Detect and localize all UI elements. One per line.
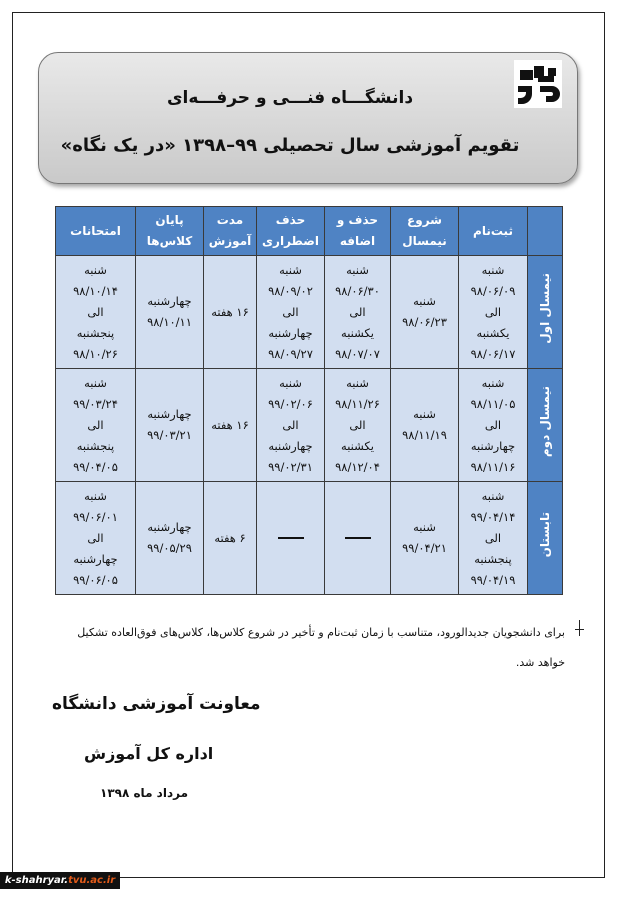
cell-line: چهارشنبه bbox=[147, 294, 192, 308]
classes-end-cell bbox=[136, 482, 204, 595]
table-row bbox=[56, 256, 563, 369]
cell-line: ۹۹/۰۳/۲۱ bbox=[147, 428, 192, 442]
classes-end-cell bbox=[136, 256, 204, 369]
cell-line: شنبه bbox=[481, 262, 505, 277]
duration-cell bbox=[204, 482, 257, 595]
header-cell-registration: ثبت‌نام bbox=[459, 207, 528, 256]
cell-line: شنبه bbox=[279, 375, 302, 390]
cell-line: الی bbox=[484, 304, 502, 319]
cell-line: الی bbox=[484, 530, 502, 545]
cell-line: شنبه bbox=[84, 375, 107, 390]
cell-line: ۹۸/۰۶/۳۰ bbox=[335, 283, 380, 298]
cell-line: ۹۹/۰۴/۱۴ bbox=[470, 509, 516, 524]
footnote: برای دانشجویان جدیدالورود، متناسب با زمان ثبت‌نام و تأخیر در شروع کلاس‌ها، کلاس‌های فوق‌العاده تشکیل خواهد شد. bbox=[77, 626, 565, 669]
cell-line: ۹۹/۰۲/۰۶ bbox=[268, 396, 313, 411]
cell-line: الی bbox=[484, 417, 502, 432]
cell-line: ۹۹/۰۴/۱۹ bbox=[470, 572, 516, 587]
exams-cell bbox=[56, 256, 136, 369]
cell-line: یکشنبه bbox=[341, 438, 374, 453]
empty-dash bbox=[345, 537, 371, 539]
registration-cell bbox=[459, 256, 528, 369]
classes-end-cell bbox=[136, 369, 204, 482]
cell-line: الی bbox=[349, 417, 366, 432]
semester-label-cell bbox=[528, 369, 563, 482]
table-row bbox=[56, 482, 563, 595]
cell-line: شنبه bbox=[413, 520, 436, 534]
cell-line: ۹۹/۰۴/۰۵ bbox=[73, 459, 118, 474]
semester-label: تابستان bbox=[537, 511, 552, 558]
cell-line: ۹۸/۰۹/۰۲ bbox=[268, 283, 313, 298]
cell-line: چهارشنبه bbox=[147, 520, 192, 534]
semester-label-cell bbox=[528, 256, 563, 369]
header-cell-emergency-drop: حذف اضطراری bbox=[257, 207, 325, 256]
registration-cell bbox=[459, 369, 528, 482]
semester-label: نیمسال دوم bbox=[537, 385, 552, 458]
website-watermark bbox=[0, 872, 120, 889]
site-domain: tvu.ac.ir bbox=[68, 875, 116, 886]
cell-line: ۹۹/۰۶/۰۱ bbox=[73, 509, 118, 524]
academic-calendar-table bbox=[55, 206, 563, 595]
cell-line: ۹۹/۰۴/۲۱ bbox=[402, 541, 447, 555]
cell-line: ۹۸/۱۰/۲۶ bbox=[73, 346, 118, 361]
duration-cell bbox=[204, 256, 257, 369]
cell-line: پنجشنبه bbox=[474, 551, 512, 566]
empty-dash bbox=[278, 537, 304, 539]
cell-line: شنبه bbox=[346, 375, 369, 390]
cell-line: شنبه bbox=[84, 262, 107, 277]
cell-line: شنبه bbox=[481, 488, 505, 503]
cell-line: ۶ هفته bbox=[214, 530, 246, 545]
start-cell bbox=[391, 369, 459, 482]
cell-line: چهارشنبه bbox=[147, 407, 192, 421]
cell-line: الی bbox=[87, 530, 104, 545]
cell-line: شنبه bbox=[279, 262, 302, 277]
exams-cell bbox=[56, 482, 136, 595]
cell-line: ۹۹/۰۲/۳۱ bbox=[268, 459, 313, 474]
start-cell bbox=[391, 256, 459, 369]
header-cell-classes-end: پایان کلاس‌ها bbox=[136, 207, 204, 256]
cell-line: ۹۸/۱۰/۱۱ bbox=[147, 315, 192, 329]
cell-line: ۹۸/۱۱/۱۶ bbox=[470, 459, 516, 474]
cell-line: چهارشنبه bbox=[73, 551, 118, 566]
university-logo-icon bbox=[514, 60, 562, 108]
cell-line: چهارشنبه bbox=[268, 325, 313, 340]
cell-line: ۱۶ هفته bbox=[211, 417, 249, 432]
emergency-drop-cell bbox=[257, 482, 325, 595]
cell-line: چهارشنبه bbox=[470, 438, 516, 453]
cell-line: ۹۸/۱۰/۱۴ bbox=[73, 283, 118, 298]
cell-line: چهارشنبه bbox=[268, 438, 313, 453]
signature-department: اداره کل آموزش bbox=[84, 744, 214, 763]
registration-cell bbox=[459, 482, 528, 595]
emergency-drop-cell bbox=[257, 369, 325, 482]
cell-line: الی bbox=[349, 304, 366, 319]
cell-line: ۹۸/۱۱/۲۶ bbox=[335, 396, 380, 411]
cell-line: ۹۸/۰۶/۱۷ bbox=[470, 346, 516, 361]
cell-line: الی bbox=[282, 417, 299, 432]
university-name: دانشگـــاه فنـــی و حرفـــه‌ای bbox=[166, 88, 414, 108]
table-header-row bbox=[56, 207, 563, 256]
cell-line: ۹۸/۰۷/۰۷ bbox=[335, 346, 380, 361]
cell-line: شنبه bbox=[84, 488, 107, 503]
header-cell-duration: مدت آموزش bbox=[204, 207, 257, 256]
cell-line: ۹۸/۱۱/۱۹ bbox=[402, 428, 447, 442]
header-cell-corner bbox=[528, 207, 563, 256]
cell-line: شنبه bbox=[413, 294, 436, 308]
cell-line: الی bbox=[87, 304, 104, 319]
cell-line: ۹۸/۱۲/۰۴ bbox=[335, 459, 380, 474]
cell-line: شنبه bbox=[413, 407, 436, 421]
cell-line: الی bbox=[282, 304, 299, 319]
emergency-drop-cell bbox=[257, 256, 325, 369]
cell-line: ۹۸/۰۹/۲۷ bbox=[268, 346, 313, 361]
add-drop-cell bbox=[325, 256, 391, 369]
header-cell-exams: امتحانات bbox=[56, 207, 136, 256]
cell-line: الی bbox=[87, 417, 104, 432]
calendar-title: تقویم آموزشی سال تحصیلی ۹۹–۱۳۹۸ «در یک نگاه» bbox=[60, 135, 520, 156]
start-cell bbox=[391, 482, 459, 595]
cell-line: پنجشنبه bbox=[76, 438, 115, 453]
semester-label: نیمسال اول bbox=[537, 273, 552, 344]
header-cell-add-drop: حذف و اضافه bbox=[325, 207, 391, 256]
title-banner bbox=[38, 52, 578, 184]
site-prefix: k-shahryar. bbox=[4, 875, 69, 886]
note-bullet-icon bbox=[579, 620, 589, 636]
cell-line: ۱۶ هفته bbox=[211, 304, 249, 319]
add-drop-cell bbox=[325, 482, 391, 595]
cell-line: یکشنبه bbox=[476, 325, 510, 340]
cell-line: یکشنبه bbox=[341, 325, 374, 340]
cell-line: ۹۸/۱۱/۰۵ bbox=[470, 396, 516, 411]
header-cell-start: شروع نیمسال bbox=[391, 207, 459, 256]
duration-cell bbox=[204, 369, 257, 482]
signature-deputy: معاونت آموزشی دانشگاه bbox=[52, 694, 261, 714]
cell-line: شنبه bbox=[481, 375, 505, 390]
cell-line: شنبه bbox=[346, 262, 369, 277]
add-drop-cell bbox=[325, 369, 391, 482]
cell-line: پنجشنبه bbox=[76, 325, 115, 340]
cell-line: ۹۹/۰۵/۲۹ bbox=[147, 541, 192, 555]
signature-date: مرداد ماه ۱۳۹۸ bbox=[100, 786, 188, 800]
table-row bbox=[56, 369, 563, 482]
semester-label-cell bbox=[528, 482, 563, 595]
cell-line: ۹۸/۰۶/۰۹ bbox=[470, 283, 516, 298]
cell-line: ۹۸/۰۶/۲۳ bbox=[402, 315, 447, 329]
cell-line: ۹۹/۰۶/۰۵ bbox=[73, 572, 118, 587]
cell-line: ۹۹/۰۳/۲۴ bbox=[73, 396, 118, 411]
exams-cell bbox=[56, 369, 136, 482]
